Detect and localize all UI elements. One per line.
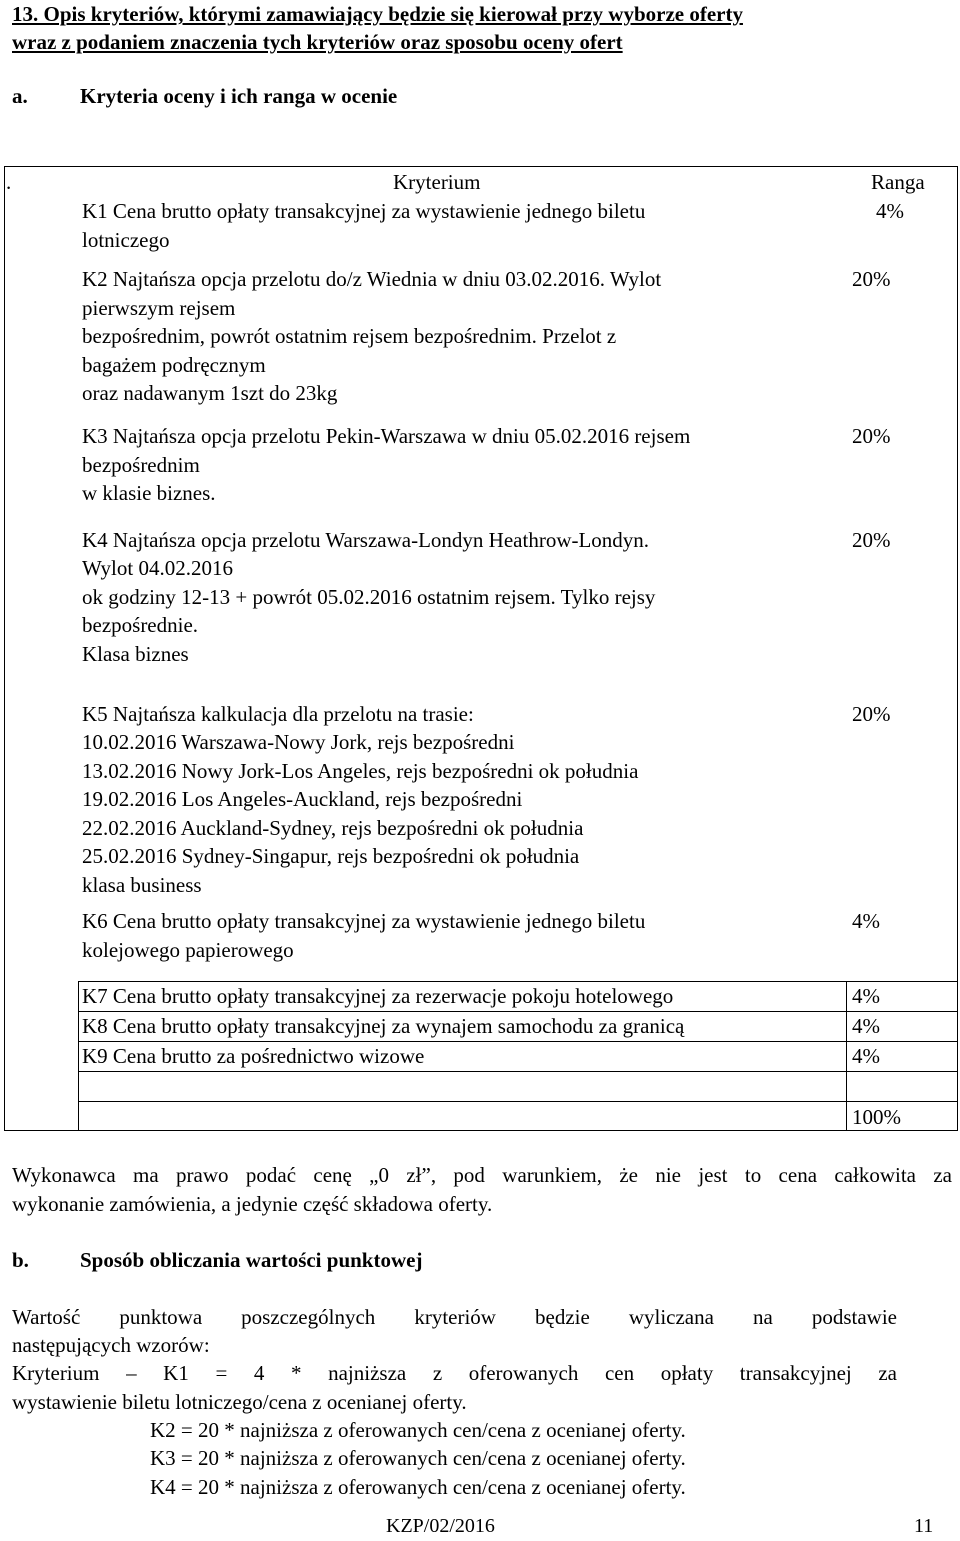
rank-k1: 4% [876,199,904,223]
rank-k6: 4% [852,909,880,933]
criterion-k5-line-7: klasa business [82,873,202,897]
formula-k2: K2 = 20 * najniższa z oferowanych cen/cena z ocenianej oferty. [150,1418,686,1442]
subsection-a-title: Kryteria oceny i ich ranga w ocenie [80,84,398,108]
criterion-k2-line-1: K2 Najtańsza opcja przelotu do/z Wiednia w dniu 03.02.2016. Wylot [82,267,662,291]
rank-k7: 4% [852,984,880,1008]
criterion-k7: K7 Cena brutto opłaty transakcyjnej za rezerwacje pokoju hotelowego [82,984,674,1008]
rank-total: 100% [852,1105,901,1129]
section-heading-line-1: 13. Opis kryteriów, którymi zamawiający będzie się kierował przy wyborze oferty [12,2,743,26]
section-heading-line-2: wraz z podaniem znaczenia tych kryteriów oraz sposobu oceny ofert [12,30,623,54]
grid-line-k9-bottom [78,1071,958,1072]
criterion-k4-line-1: K4 Najtańsza opcja przelotu Warszawa-Londyn Heathrow-Londyn. [82,528,650,552]
rank-k5: 20% [852,702,891,726]
header-rank: Ranga [871,170,925,194]
rank-k3: 20% [852,424,891,448]
criterion-k5-line-1: K5 Najtańsza kalkulacja dla przelotu na trasie: [82,702,474,726]
criterion-k4-line-4: bezpośrednie. [82,613,199,637]
table-left-border [4,166,5,1131]
formulas-intro-line-2: następujących wzorów: [12,1333,210,1357]
criterion-k4-line-5: Klasa biznes [82,642,189,666]
criterion-k6-line-2: kolejowego papierowego [82,938,294,962]
table-right-border [957,166,958,1131]
criterion-k4-line-2: Wylot 04.02.2016 [82,556,233,580]
rank-k2: 20% [852,267,891,291]
criterion-k5-line-4: 19.02.2016 Los Angeles-Auckland, rejs bezpośredni [82,787,523,811]
subsection-b-marker: b. [12,1248,29,1272]
criterion-k2-line-4: bagażem podręcznym [82,353,266,377]
rank-k4: 20% [852,528,891,552]
criterion-k2-line-2: pierwszym rejsem [82,296,236,320]
note-line-1: Wykonawca ma prawo podać cenę „0 zł”, pod warunkiem, że nie jest to cena całkowita za [12,1163,952,1187]
criterion-k5-line-3: 13.02.2016 Nowy Jork-Los Angeles, rejs bezpośredni ok południa [82,759,639,783]
footer-reference: KZP/02/2016 [386,1515,495,1537]
footer-page-number: 11 [914,1515,934,1537]
formula-k4: K4 = 20 * najniższa z oferowanych cen/cena z ocenianej oferty. [150,1475,686,1499]
grid-left-border [78,981,79,1131]
subsection-a-marker: a. [12,84,28,108]
header-criterion: Kryterium [393,170,481,194]
criterion-k3-line-3: w klasie biznes. [82,481,216,505]
formula-k3: K3 = 20 * najniższa z oferowanych cen/cena z ocenianej oferty. [150,1446,686,1470]
table-top-border [4,166,958,167]
criterion-k8: K8 Cena brutto opłaty transakcyjnej za wynajem samochodu za granicą [82,1014,685,1038]
criterion-k1-line-2: lotniczego [82,228,170,252]
criterion-k3-line-1: K3 Najtańsza opcja przelotu Pekin-Warszawa w dniu 05.02.2016 rejsem [82,424,691,448]
table-dot: . [6,170,12,194]
grid-line-empty-bottom [78,1101,958,1102]
criterion-k6-line-1: K6 Cena brutto opłaty transakcyjnej za wystawienie jednego biletu [82,909,646,933]
rank-k9: 4% [852,1044,880,1068]
criterion-k5-line-2: 10.02.2016 Warszawa-Nowy Jork, rejs bezpośredni [82,730,515,754]
criterion-k4-line-3: ok godziny 12-13 + powrót 05.02.2016 ostatnim rejsem. Tylko rejsy [82,585,656,609]
subsection-b-title: Sposób obliczania wartości punktowej [80,1248,423,1272]
criterion-k9: K9 Cena brutto za pośrednictwo wizowe [82,1044,425,1068]
criterion-k5-line-6: 25.02.2016 Sydney-Singapur, rejs bezpośredni ok południa [82,844,580,868]
grid-column-divider [846,981,847,1131]
formulas-intro-line-1: Wartość punktowa poszczególnych kryteriów będzie wyliczana na podstawie [12,1305,897,1329]
criterion-k1-line-1: K1 Cena brutto opłaty transakcyjnej za wystawienie jednego biletu [82,199,646,223]
table-bottom-border [4,1130,958,1131]
note-line-2: wykonanie zamówienia, a jedynie część składowa oferty. [12,1192,493,1216]
formula-k1-line-1: Kryterium – K1 = 4 * najniższa z oferowanych cen opłaty transakcyjnej za [12,1361,897,1385]
criterion-k2-line-5: oraz nadawanym 1szt do 23kg [82,381,338,405]
criterion-k3-line-2: bezpośrednim [82,453,200,477]
criterion-k2-line-3: bezpośrednim, powrót ostatnim rejsem bezpośrednim. Przelot z [82,324,617,348]
rank-k8: 4% [852,1014,880,1038]
formula-k1-line-2: wystawienie biletu lotniczego/cena z ocenianej oferty. [12,1390,467,1414]
criterion-k5-line-5: 22.02.2016 Auckland-Sydney, rejs bezpośredni ok południa [82,816,584,840]
